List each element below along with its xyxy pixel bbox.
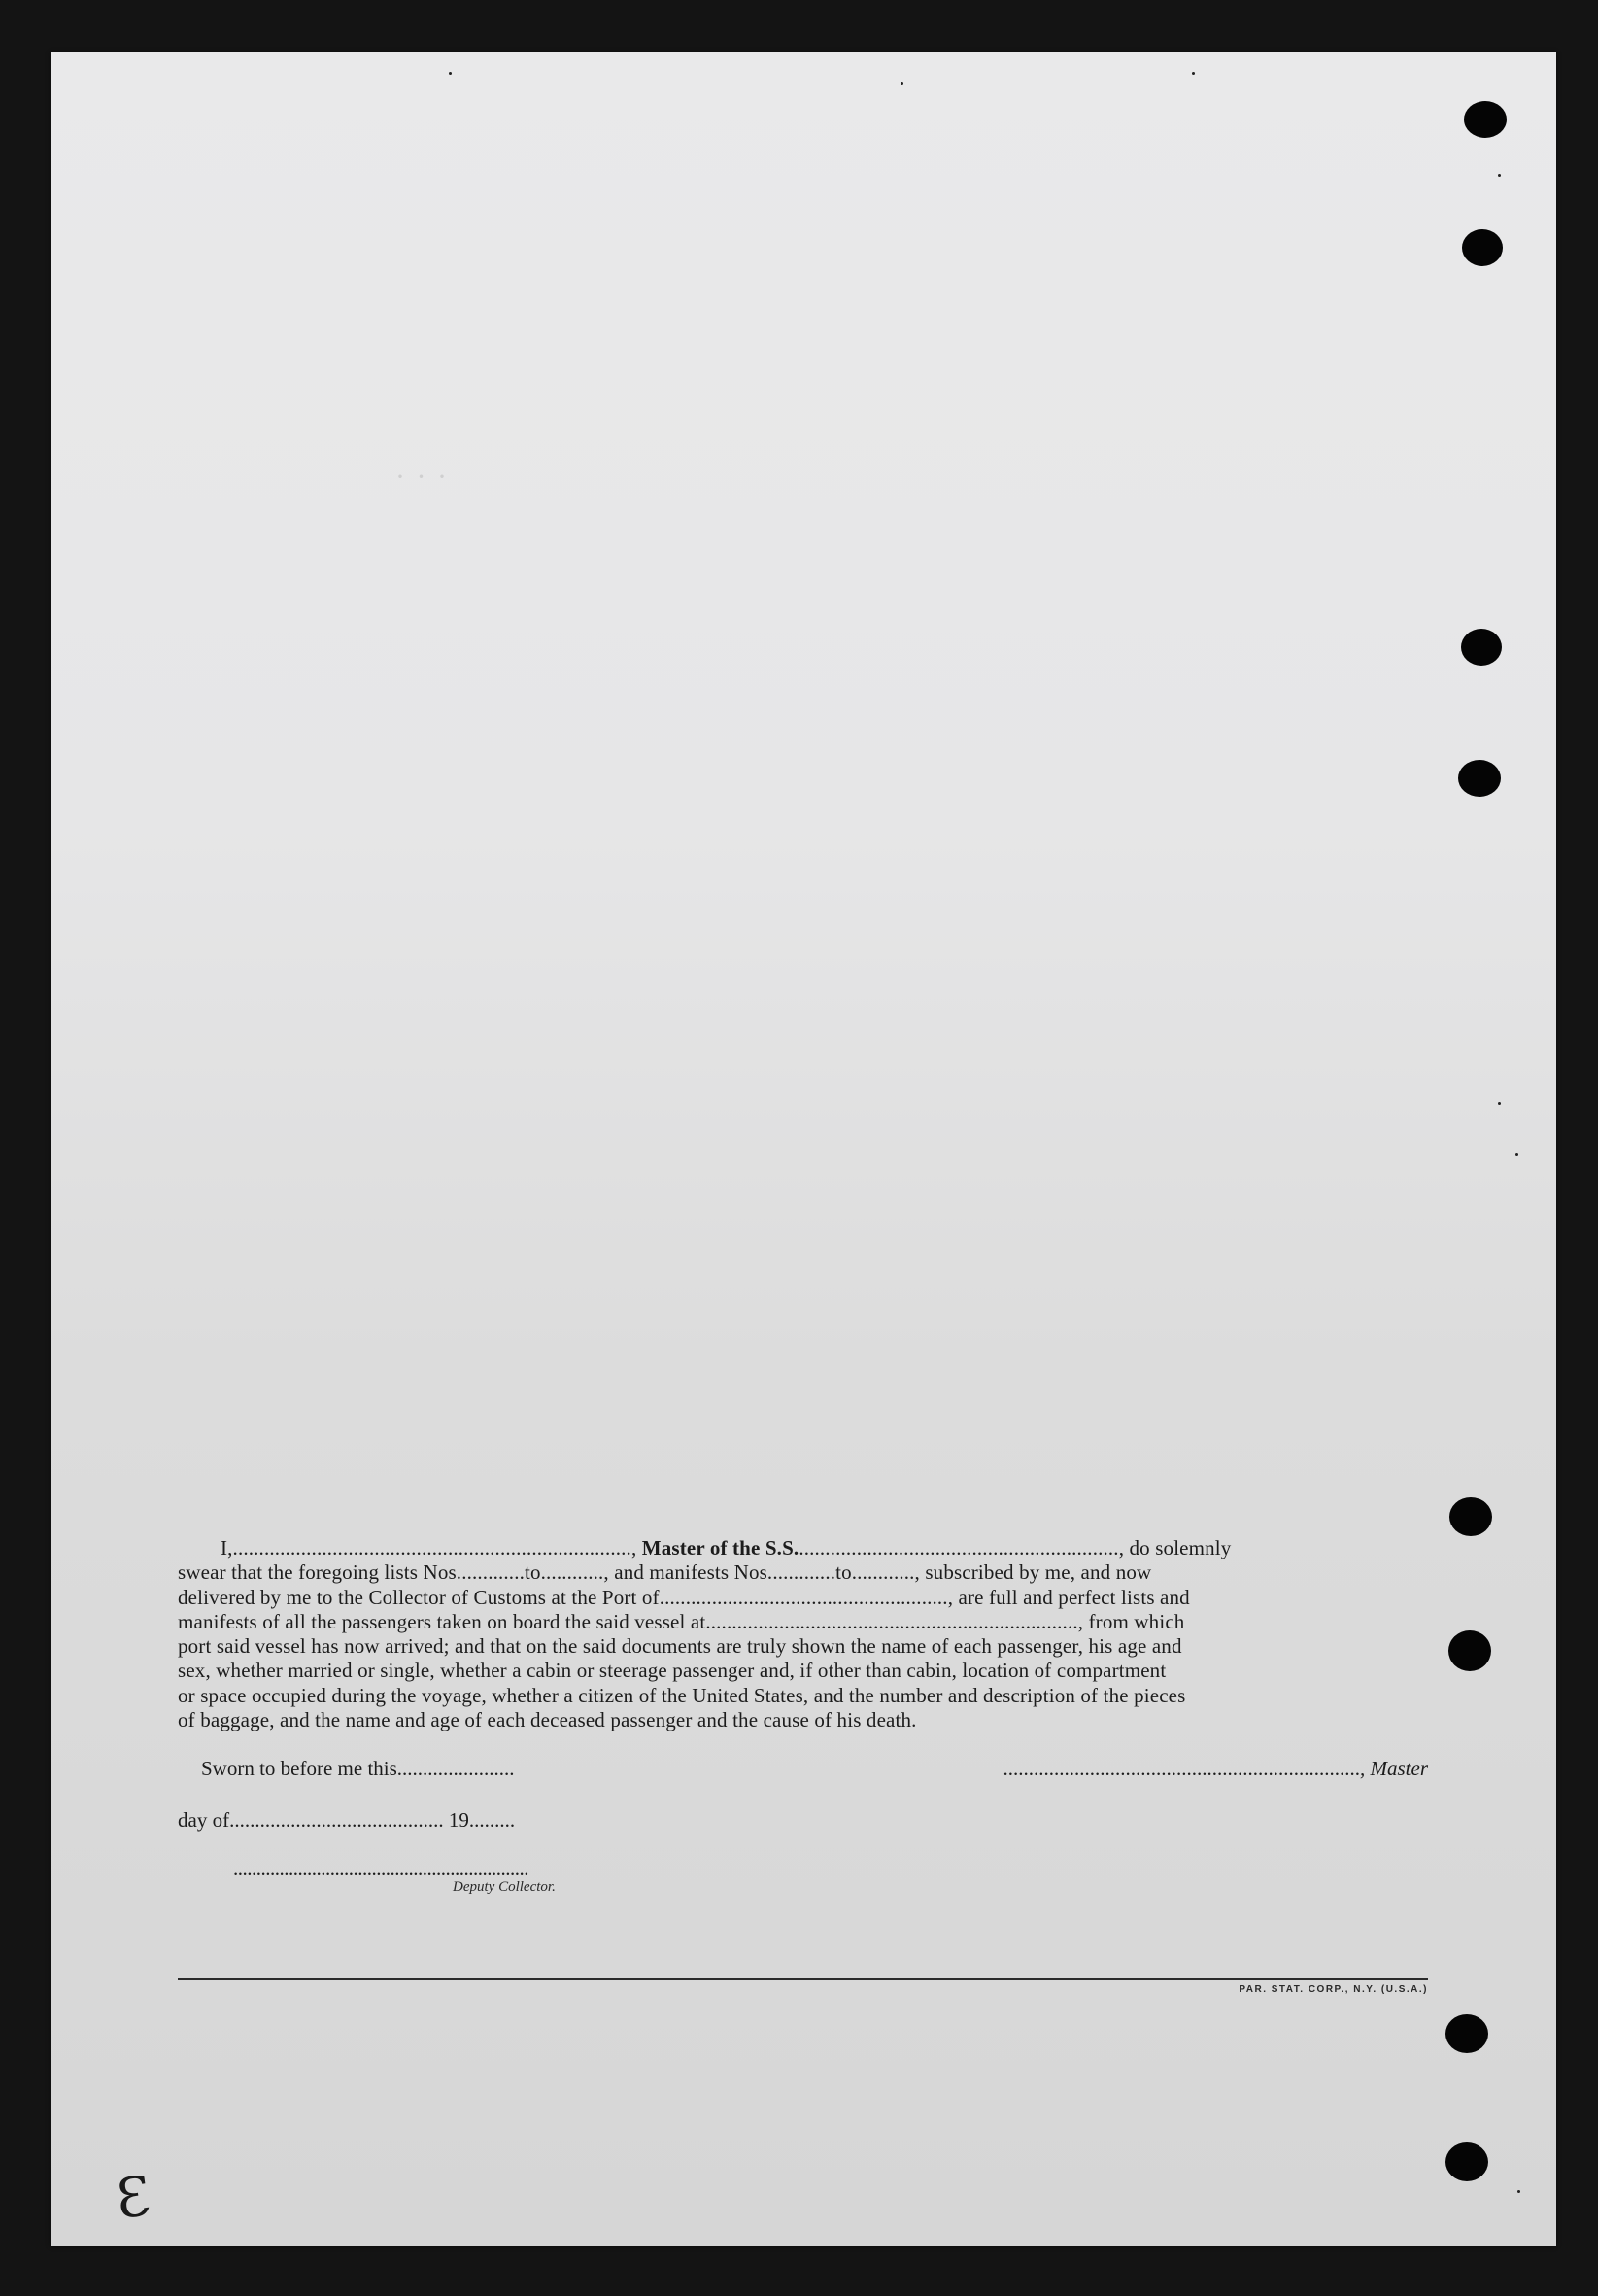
punch-hole <box>1445 2014 1488 2053</box>
punch-hole <box>1458 760 1501 797</box>
oath-line-6: sex, whether married or single, whether a cabin or steerage passenger and, if other than cabin, location of compartment <box>178 1659 1167 1683</box>
speck <box>1517 2190 1520 2193</box>
oath-sep: , <box>630 1536 642 1559</box>
speck <box>1498 174 1501 177</box>
oath-line-7: or space occupied during the voyage, whether a citizen of the United States, and the number and description of the pieces <box>178 1683 1186 1707</box>
master-signature-blank: ...................................................................... <box>1003 1757 1360 1780</box>
deputy-collector-label: Deputy Collector. <box>453 1879 556 1895</box>
oath-line-3: delivered by me to the Collector of Customs at the Port of......................................................., are full and perfect lists and <box>178 1585 1190 1609</box>
day-of-line: day of.......................................... 19......... <box>178 1808 516 1832</box>
punch-hole <box>1449 1497 1492 1536</box>
speck <box>1192 72 1195 75</box>
oath-i: I, <box>221 1536 233 1559</box>
sworn-before-me: Sworn to before me this....................... <box>201 1757 515 1780</box>
master-of-ss-label: Master of the S.S. <box>641 1536 799 1559</box>
speck <box>449 72 452 75</box>
punch-hole <box>1448 1630 1491 1671</box>
oath-solemnly: , do solemnly <box>1118 1536 1232 1559</box>
oath-paragraph <box>178 1536 1428 1732</box>
ship-name-blank: ............................................................. <box>799 1536 1119 1559</box>
punch-hole <box>1462 229 1503 266</box>
punch-hole <box>1461 629 1502 666</box>
speck <box>1498 1102 1501 1105</box>
master-name-blank: ............................................................................ <box>232 1536 631 1559</box>
oath-line-4: manifests of all the passengers taken on board the said vessel at......................................................................., from which <box>178 1609 1185 1633</box>
punch-hole <box>1445 2142 1488 2181</box>
oath-line-2: swear that the foregoing lists Nos.............to............, and manifests Nos.............to............, subscribed by me, and now <box>178 1560 1152 1585</box>
footer-rule <box>178 1978 1428 1980</box>
punch-hole <box>1464 101 1507 138</box>
speck <box>1515 1153 1518 1156</box>
oath-line-5: port said vessel has now arrived; and that on the said documents are truly shown the name of each passenger, his age and <box>178 1634 1182 1659</box>
document-page <box>51 52 1556 2246</box>
deputy-collector-signature-blank: ................................................................ <box>233 1857 528 1880</box>
master-signature-line <box>1003 1757 1429 1781</box>
master-label: , Master <box>1360 1757 1428 1780</box>
oath-line-8: of baggage, and the name and age of each deceased passenger and the cause of his death. <box>178 1708 917 1732</box>
speck <box>901 82 903 85</box>
bleed-through-mark: · · · <box>395 461 449 493</box>
printer-imprint: PAR. STAT. CORP., N.Y. (U.S.A.) <box>1239 1984 1428 1995</box>
handwritten-corner-mark: Ɛ <box>112 2164 155 2233</box>
